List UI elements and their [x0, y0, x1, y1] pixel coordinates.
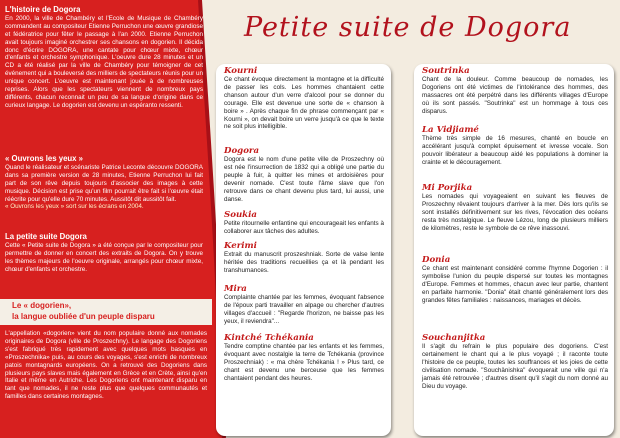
song-description: Il s'agit du refrain le plus populaire des dogoriens. C'est certainement le chant qui a le plus voyagé ; il raconte toute l'histoire de ce peuple, toutes les souffrances et les joies de cette civilisation nomade. "Souchänishka" évoquerait une ville qui n'a jamais été retrouvée ; d'autres disent qu'il s'agit du nom donné au Dieu du voyage. [422, 343, 608, 390]
dogorien-heading-band [0, 299, 212, 325]
song-description: Les nomades qui voyageaient en suivant les fleuves de Proszechny rêvaient toujours d'arriver à la mer. Dès lors qu'ils se sont installés définitivement sur les rives, l'évocation des océans resta très nostalgique. Le fleuve Lézou, long de plusieurs milliers de kilomètres, reste le symbole de ce rêve inassouvi. [422, 193, 608, 232]
song-souchanjitka [422, 333, 608, 390]
song-dogora [224, 146, 384, 203]
dogorien-heading-line2: la langue oubliée d'un peuple disparu [12, 312, 155, 321]
song-la-vidjiame [422, 125, 608, 167]
ouvrons-highlight: « Ouvrons les yeux » sort sur les écrans en 2004. [5, 203, 144, 211]
song-description: Complainte chantée par les femmes, évoquant l'absence de l'époux parti travailler en alpage ou chercher d'autres villages d'accueil : "Regarde l'horizon, ne baisse pas les yeux, il reviendra"... [224, 294, 384, 325]
song-title: Mi Porjika [422, 183, 473, 193]
petite-suite-text: Cette « Petite suite de Dogora » a été conçue par le compositeur pour permettre de donner en concert des extraits de Dogora. On y trouve les thèmes majeurs de l'oeuvre originale, arrangés pour chœur mixte, chœur d'enfants et orchestre. [5, 241, 203, 273]
song-description: Tendre comptine chantée par les enfants et les femmes, évoquant avec nostalgie la terre de Tchékania (province Proszechniak) : « ma chère Tchékania ! » Plus tard, ce chant est devenu une berceuse que les femmes chantaient pendant des heures. [224, 343, 384, 382]
dogorien-section [5, 330, 207, 401]
ouvrons-text: Quand le réalisateur et scénariste Patrice Leconte découvre DOGORA dans sa première version de 28 minutes, Etienne Perruchon lui fait part de son rêve depuis toujours d'associer des images à cette musique. Décision est prise qu'un film pourrait être fait si l'œuvre était réécrite pour qu'elle dure 70 minutes. Aussitôt dit aussitôt fait. [5, 163, 203, 203]
histoire-text: En 2000, la ville de Chambéry et l'Ecole de Musique de Chambéry commandent au compositeur Etienne Perruchon une œuvre grandiose et fédératrice pour fêter le passage à l'an 2000. Etienne Perruchon avait toujours imaginé orchestrer ses chansons en dogorien. Il décida donc d'écrire DOGORA, une cantate pour chœur mixte, chœur d'enfants et orchestre symphonique. L'oeuvre dure 28 minutes et un CD a été réalisé par la ville de Chambéry pour témoigner de cet événement qui a bouleversé des milliers de spectateurs réunis pour un unique concert. L'oeuvre est maintenant jouée à de nombreuses reprises. Alors que les spectateurs viennent de nombreux pays différents, chacun reconnait un peu de sa langue d'origine dans ce curieux langage. Le dogorien est devenu un espéranto ressenti. [5, 14, 203, 109]
song-mi-porjika [422, 183, 608, 233]
ouvrons-heading: « Ouvrons les yeux » [5, 154, 84, 163]
page-title: Petite suite de Dogora [244, 12, 572, 43]
song-donia [422, 255, 608, 305]
dogorien-heading-line1: Le « dogorien», [12, 301, 72, 310]
histoire-heading: L'histoire de Dogora [5, 5, 81, 14]
song-kintche-tchekania [224, 333, 384, 383]
song-soukia [224, 210, 384, 236]
song-description: Petite ritournelle enfantine qui encourageait les enfants à collaborer aux tâches des adultes. [224, 220, 384, 235]
song-description: Chant de la douleur. Comme beaucoup de nomades, les Dogoriens ont été victimes de l'intolérance des hommes, des massacres ont été perpétré dans les différents villages d'Europe où ils sont passés. "Soutrinka" est un hommage à tous ces disparus. [422, 76, 608, 115]
histoire-section [5, 6, 203, 110]
song-title: La Vidjiamé [422, 125, 479, 135]
song-description: Thème très simple de 16 mesures, chanté en boucle en accélérant jusqu'à complet épuisement et ivresse vocale. Son pouvoir libérateur a beaucoup aidé les populations à dominer la crainte et le découragement. [422, 135, 608, 166]
song-title: Soutrinka [422, 66, 470, 76]
song-title: Kintché Tchékania [224, 333, 314, 343]
petite-suite-heading: La petite suite Dogora [5, 232, 87, 241]
song-title: Mira [224, 284, 247, 294]
song-title: Dogora [224, 146, 260, 156]
song-title: Donia [422, 255, 451, 265]
dogorien-text: L'appellation «dogorien» vient du nom populaire donné aux nomades originaires de Dogora (ville de Proszechny). Le langage des Dogoriens s'est fabriqué très rapidement avec quelques mots basques en «Proszechnika» puis, au cours des voyages, s'est enrichi de nombreux patois montagnards européens. On a retrouvé des Dogoriens dans plusieurs pays slaves mais également en Grèce et en Crète, ainsi qu'en Italie et même en Autriche. Les Dogoriens ont maintenant disparu en tant que nomades, il ne reste plus que quelques communautés et familles dans certaines montagnes. [5, 330, 207, 401]
song-soutrinka [422, 66, 608, 116]
song-title: Kerimi [224, 241, 257, 251]
song-kourni [224, 66, 384, 131]
song-description: Ce chant est maintenant considéré comme l'hymne Dogorien : il symbolise l'union du peuple dispersé sur toutes les montagnes d'Europe. Femmes et hommes, chacun avec leur partie, chantent en parfaite harmonie. "Donia" était chanté généralement lors des grandes fêtes familiales : naissances, mariages et décès. [422, 265, 608, 304]
song-mira [224, 284, 384, 326]
song-title: Kourni [224, 66, 258, 76]
song-description: Extrait du manuscrit proszeshniak. Sorte de valse lente héritée des traditions recueillies ça et là pendant les transhumances. [224, 251, 384, 274]
song-title: Souchanjitka [422, 333, 486, 343]
song-title: Soukia [224, 210, 257, 220]
song-description: Ce chant évoque directement la montagne et la difficulté de passer les cols. Les hommes chantaient cette chanson autour d'un verre d'alcool pour se donner du courage. Elle est devenue une sorte de « chanson à boire » . Après chaque fin de phrase commençant par « Kourni », on devait boire un verre jusqu'à ce que le texte ne soit plus intelligible. [224, 76, 384, 131]
song-kerimi [224, 241, 384, 275]
petite-suite-section [5, 233, 203, 274]
ouvrons-section [5, 155, 203, 211]
song-description: Dogora est le nom d'une petite ville de Proszechny où est née l'insurrection de 1832 qui a obligé une partie du peuple à fuir, à quitter les mines et ardoisières pour devenir nomade. C'est toute l'âme slave que l'on retrouve dans ce chant devenu plus tard, lui aussi, une danse. [224, 156, 384, 203]
